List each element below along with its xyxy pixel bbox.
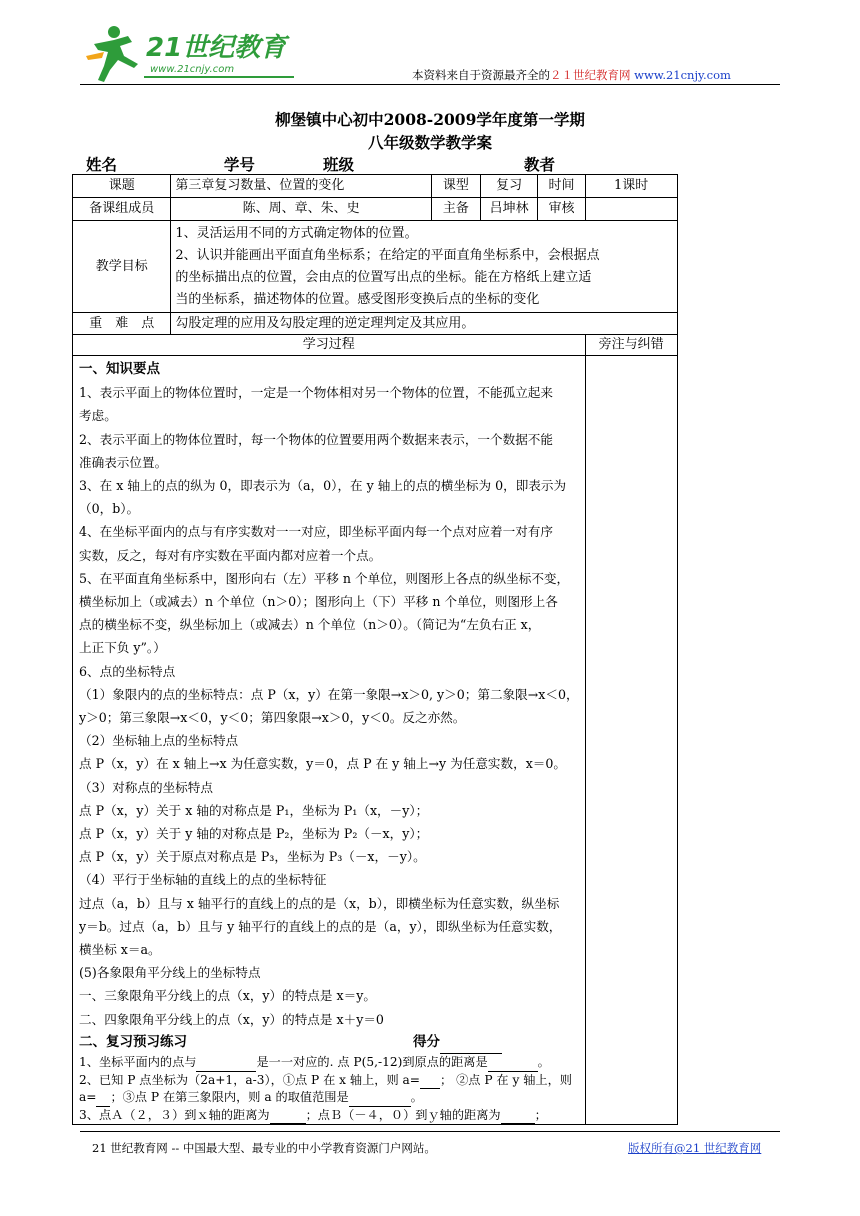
time-value: 1课时 xyxy=(585,175,677,198)
practice-heading xyxy=(79,1031,579,1054)
process-line: 5、在平面直角坐标系中，图形向右（左）平移 n 个单位，则图形上各点的纵坐标不变， xyxy=(79,570,570,586)
section-heading: 一、知识要点 xyxy=(79,361,160,377)
header-site-link[interactable]: www.21cnjy.com xyxy=(634,68,731,82)
process-line: 1、表示平面上的物体位置时，一定是一个物体相对另一个物体的位置，不能孤立起来 xyxy=(79,385,553,401)
process-line: 点 P（x，y）关于 y 轴的对称点是 P₂，坐标为 P₂（－x，y）； xyxy=(79,826,429,842)
review-label: 审核 xyxy=(538,198,585,221)
exercise-text: ； xyxy=(534,1107,547,1122)
name-bar xyxy=(86,153,653,175)
goal-line: 当的坐标系，描述物体的位置。感受图形变换后点的坐标的变化 xyxy=(175,291,540,307)
document-subtitle: 八年级数学教学案 xyxy=(367,133,492,152)
exercise-text: 1、坐标平面内的点与 xyxy=(79,1055,197,1070)
process-line: 6、点的坐标特点 xyxy=(79,663,176,679)
exercise-text: 。 xyxy=(410,1090,423,1105)
process-line: 二、四象限角平分线上的点（x，y）的特点是 x＋y＝0 xyxy=(79,1011,384,1027)
answer-blank[interactable] xyxy=(349,1092,411,1107)
process-line: y＞0；第三象限→x＜0，y＜0；第四象限→x＞0，y＜0。反之亦然。 xyxy=(79,710,466,726)
practice-title: 二、复习预习练习 xyxy=(79,1033,187,1050)
student-id-blank xyxy=(255,158,307,175)
footer-divider xyxy=(80,1131,780,1132)
lead-label: 主备 xyxy=(431,198,480,221)
process-line: y＝b。过点（a，b）且与 y 轴平行的直线上的点的是（a，y），即纵坐标为任意实数， xyxy=(79,918,562,934)
exercise-3 xyxy=(79,1107,579,1125)
goal-line: 1、灵活运用不同的方式确定物体的位置。 xyxy=(175,225,418,241)
process-line: 点 P（x，y）在 x 轴上→x 为任意实数，y＝0，点 P 在 y 轴上→y 为任意实数，x＝0。 xyxy=(79,756,567,772)
type-label: 课型 xyxy=(431,175,480,198)
process-row xyxy=(73,356,678,1125)
key-row xyxy=(73,313,678,335)
document-title: 柳堡镇中心初中2008-2009学年度第一学期 xyxy=(275,110,585,129)
process-line: 横坐标加上（或减去）n 个单位（n＞0）；图形向上（下）平移 n 个单位，则图形上各 xyxy=(79,594,558,610)
process-line: (5)各象限角平分线上的坐标特点 xyxy=(79,965,261,981)
header-brand-link[interactable]: ２１世纪教育网 xyxy=(550,68,631,82)
key-value: 勾股定理的应用及勾股定理的逆定理判定及其应用。 xyxy=(171,313,677,335)
review-value xyxy=(585,198,677,221)
runner-figure xyxy=(86,26,138,82)
class-blank xyxy=(354,158,424,175)
process-line: 准确表示位置。 xyxy=(79,454,168,470)
site-logo xyxy=(84,22,294,84)
exercise-text: ；③点 P 在第三象限内，则 a 的取值范围是 xyxy=(110,1090,349,1105)
process-line: （3）对称点的坐标特点 xyxy=(79,779,213,795)
process-line: 点的横坐标不变，纵坐标加上（或减去）n 个单位（n＞0）。（简记为“左负右正 x， xyxy=(79,617,541,633)
lesson-plan-table xyxy=(72,174,678,1125)
topic-row xyxy=(73,175,678,198)
exercise-text: a= xyxy=(79,1090,97,1105)
exercise-text: ； ②点 P 在 y 轴上，则 xyxy=(440,1072,572,1087)
header-note-prefix: 本资料来自于资源最齐全的 xyxy=(412,68,550,82)
goal-line: 的坐标描出点的位置，会由点的位置写出点的坐标。能在方格纸上建立适 xyxy=(175,269,592,285)
process-line: 点 P（x，y）关于原点对称点是 P₃，坐标为 P₃（－x，－y）。 xyxy=(79,849,426,865)
side-notes-column xyxy=(585,356,677,1125)
exercise-1 xyxy=(79,1054,579,1072)
teacher-label: 教者 xyxy=(524,155,556,174)
process-line: （0，b）。 xyxy=(79,501,140,517)
process-line: （4）平行于坐标轴的直线上的点的坐标特征 xyxy=(79,872,327,888)
logo-url: www.21cnjy.com xyxy=(150,64,235,75)
header-divider xyxy=(80,84,780,85)
exercise-text: ；点Ｂ（－４，０）到ｙ轴的距离为 xyxy=(305,1107,501,1122)
process-line: （1）象限内的点的坐标特点：点 P（x，y）在第一象限→x＞0, y＞0；第二象限→x＜0， xyxy=(79,686,579,702)
footer-copyright-link[interactable]: 版权所有@21 世纪教育网 xyxy=(628,1141,762,1155)
side-notes-header: 旁注与纠错 xyxy=(585,335,677,356)
goal-line: 2、认识并能画出平面直角坐标系；在给定的平面直角坐标系中，会根据点 xyxy=(175,247,600,263)
type-value: 复习 xyxy=(480,175,537,198)
process-content xyxy=(73,356,586,1125)
process-line: 点 P（x，y）关于 x 轴的对称点是 P₁，坐标为 P₁（x，－y）； xyxy=(79,802,429,818)
process-line: 过点（a，b）且与 x 轴平行的直线上的点的是（x，b），即横坐标为任意实数，纵坐标 xyxy=(79,895,560,911)
process-line: 3、在 x 轴上的点的纵为 0，即表示为（a，0），在 y 轴上的点的横坐标为 0，即表示为 xyxy=(79,478,567,494)
score-blank[interactable] xyxy=(440,1039,502,1054)
goal-label: 教学目标 xyxy=(73,221,171,313)
key-label: 重 难 点 xyxy=(73,313,171,335)
answer-blank[interactable] xyxy=(501,1109,535,1124)
process-line: 上正下负 y”。） xyxy=(79,640,166,656)
exercise-2 xyxy=(79,1072,579,1090)
process-line: 2、表示平面上的物体位置时，每一个物体的位置要用两个数据来表示，一个数据不能 xyxy=(79,431,553,447)
process-line: （2）坐标轴上点的坐标特点 xyxy=(79,733,239,749)
footer-text: 21 世纪教育网 -- 中国最大型、最专业的中小学教育资源门户网站。 xyxy=(92,1141,436,1155)
goal-content xyxy=(171,221,677,313)
answer-blank[interactable] xyxy=(420,1074,440,1089)
process-line: 一、三象限角平分线上的点（x，y）的特点是 x＝y。 xyxy=(79,988,376,1004)
name-blank xyxy=(117,158,213,175)
lead-value: 吕坤林 xyxy=(480,198,537,221)
group-value: 陈、周、章、朱、史 xyxy=(171,198,431,221)
topic-label: 课题 xyxy=(73,175,171,198)
name-label: 姓名 xyxy=(86,155,118,174)
score-label: 得分 xyxy=(413,1033,440,1050)
goal-row xyxy=(73,221,678,313)
process-header-row xyxy=(73,335,678,356)
answer-blank[interactable] xyxy=(488,1057,538,1072)
class-label: 班级 xyxy=(323,155,355,174)
exercise-text: 3、点Ａ（２，３）到ｘ轴的距离为 xyxy=(79,1107,270,1122)
group-row xyxy=(73,198,678,221)
process-line: 横坐标 x＝a。 xyxy=(79,942,161,958)
time-label: 时间 xyxy=(538,175,585,198)
topic-value: 第三章复习数量、位置的变化 xyxy=(171,175,431,198)
exercise-text: 。 xyxy=(537,1055,550,1070)
exercise-2-cont xyxy=(79,1089,579,1107)
group-label: 备课组成员 xyxy=(73,198,171,221)
teacher-blank xyxy=(555,158,653,175)
student-id-label: 学号 xyxy=(223,155,255,174)
process-line: 实数，反之，每对有序实数在平面内都对应着一个点。 xyxy=(79,547,382,563)
process-header: 学习过程 xyxy=(73,335,586,356)
exercise-text: 2、已知 P 点坐标为（2a+1，a-3），①点 P 在 x 轴上，则 a= xyxy=(79,1072,421,1087)
answer-blank[interactable] xyxy=(196,1057,256,1072)
header-note xyxy=(412,67,731,83)
answer-blank[interactable] xyxy=(270,1109,306,1124)
logo-text: 21世纪教育 xyxy=(146,33,287,63)
process-line: 4、在坐标平面内的点与有序实数对一一对应，即坐标平面内每一个点对应着一对有序 xyxy=(79,524,553,540)
exercise-text: 是一一对应的. 点 P(5,-12)到原点的距离是 xyxy=(256,1055,488,1070)
answer-blank[interactable] xyxy=(96,1092,110,1107)
process-line: 考虑。 xyxy=(79,408,117,424)
